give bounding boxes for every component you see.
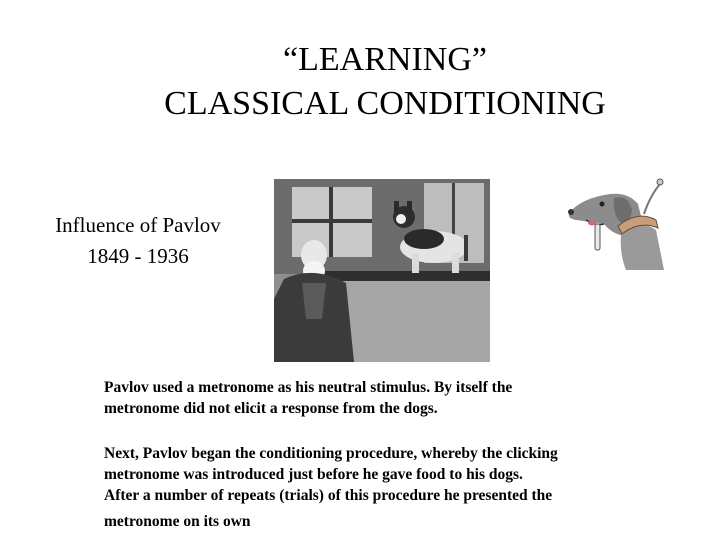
paragraph-2-line-3: After a number of repeats (trials) of this procedure he presented the [104, 487, 553, 504]
paragraph-2-line-1: Next, Pavlov began the conditioning procedure, whereby the clicking [104, 445, 558, 462]
paragraph-conditioning-procedure [104, 443, 664, 532]
paragraph-2-line-4: metronome on its own [104, 513, 251, 530]
paragraph-1-line-1: Pavlov used a metronome as his neutral stimulus. By itself the [104, 379, 513, 396]
dog-illustration-icon [562, 170, 664, 270]
pavlov-photo-icon [274, 179, 490, 362]
subtitle-dates: 1849 - 1936 [87, 244, 189, 268]
drooling-dog-illustration [562, 170, 664, 270]
subtitle-influence: Influence of Pavlov [55, 213, 221, 237]
paragraph-neutral-stimulus [104, 377, 664, 419]
paragraph-1-line-2: metronome did not elicit a response from the dogs. [104, 400, 438, 417]
slide-title-line-2: CLASSICAL CONDITIONING [164, 85, 606, 122]
slide-title-line-1: “LEARNING” [283, 41, 487, 78]
pavlov-photo [274, 179, 490, 362]
paragraph-2-line-2: metronome was introduced just before he gave food to his dogs. [104, 466, 523, 483]
